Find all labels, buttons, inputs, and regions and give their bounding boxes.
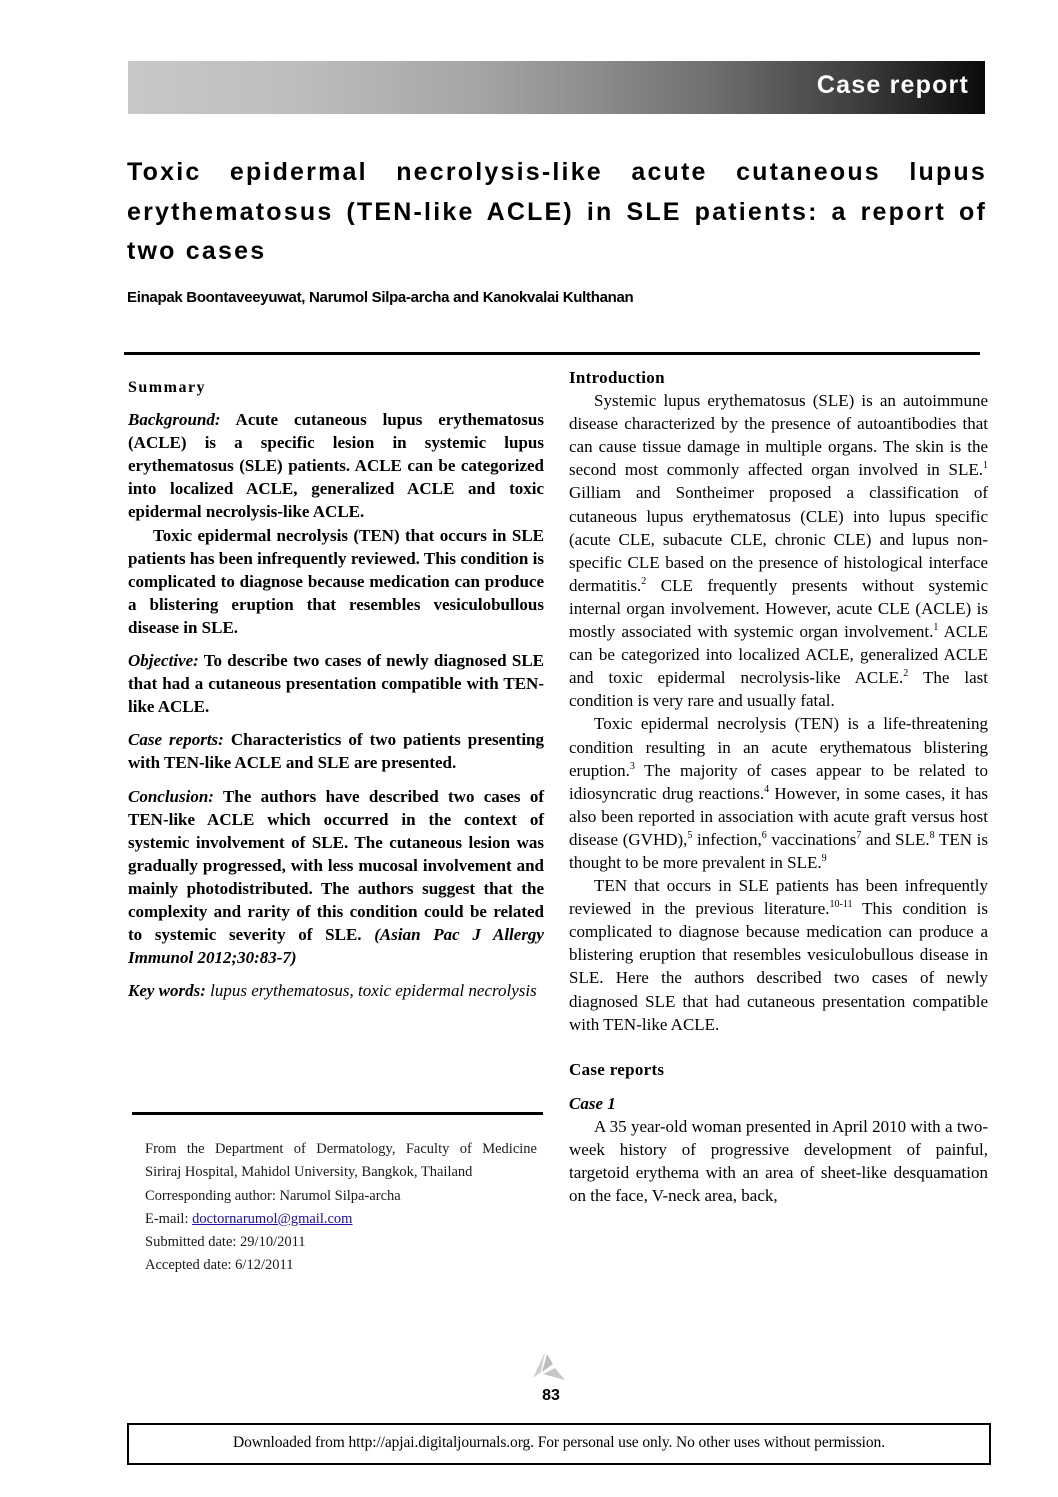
text: infection,	[692, 829, 762, 849]
corresponding-author: Corresponding author: Narumol Silpa-archa	[145, 1187, 401, 1204]
text: This condition is complicated to diagnose because medication can produce a blistering eruption that resembles vesiculobullous disease in SLE. Here the authors described two cases of newly diagnosed SLE that had cutaneous presentation compatible with TEN-like ACLE.	[569, 899, 988, 1034]
body-column	[569, 366, 988, 1207]
text: Gilliam and Sontheimer proposed a classification of cutaneous lupus erythematosus (CLE) into lupus specific (acute CLE, subacute CLE, chronic CLE) and lupus non-specific CLE based on the presence of histological interface dermatitis.	[569, 483, 988, 595]
affiliation-block	[145, 1138, 545, 1278]
download-notice: Downloaded from http://apjai.digitaljournals.org. For personal use only. No other uses without permission.	[233, 1434, 885, 1451]
citation: (Asian Pac J Allergy Immunol 2012;30:83-7)	[128, 925, 544, 968]
download-notice-box	[127, 1423, 991, 1465]
summary-keywords	[128, 979, 544, 1002]
text: ACLE can be categorized into localized ACLE, generalized ACLE and toxic epidermal necrolysis-like ACLE.	[569, 622, 988, 688]
summary-case-reports	[128, 728, 544, 774]
reference: 3	[629, 760, 635, 772]
text: CLE frequently presents without systemic internal organ involvement. However, acute CLE (ACLE) is mostly associated with systemic organ involvement.	[569, 575, 988, 642]
email-line	[145, 1208, 545, 1231]
reference: 9	[821, 852, 827, 864]
journal-logo-icon	[531, 1350, 567, 1382]
keywords-label: Key words:	[128, 981, 206, 1001]
section-banner	[128, 61, 985, 114]
reference: 2	[903, 668, 909, 680]
submitted-date: Submitted date: 29/10/2011	[145, 1234, 306, 1251]
background-label: Background:	[128, 410, 221, 430]
summary-column	[128, 376, 544, 1002]
text: vaccinations	[766, 829, 857, 849]
accepted-date: Accepted date: 6/12/2011	[145, 1257, 294, 1274]
text: and SLE.	[861, 829, 930, 849]
email-label: E-mail:	[145, 1210, 193, 1227]
text: The last condition is very rare and usually fatal.	[569, 668, 988, 711]
objective-label: Objective:	[128, 651, 199, 671]
text: TEN is thought to be more prevalent in SLE.	[569, 829, 988, 872]
text: Toxic epidermal necrolysis (TEN) is a life-threatening condition resulting in an acute erythematous blistering eruption.	[569, 714, 988, 780]
text: TEN that occurs in SLE patients has been infrequently reviewed in the previous literature.	[569, 876, 988, 919]
summary-conclusion	[128, 785, 544, 970]
keywords-text: lupus erythematosus, toxic epidermal necrolysis	[205, 981, 537, 1001]
conclusion-text: The authors have described two cases of TEN-like ACLE which occurred in the context of systemic involvement of SLE. The cutaneous lesion was gradually progressed, with less mucosal involvement and mainly photodistributed. The authors suggest that the complexity and rarity of this condition could be related to systemic severity of SLE.	[128, 786, 544, 945]
affiliation-divider	[132, 1112, 543, 1115]
case-reports-label: Case reports:	[128, 730, 224, 750]
introduction-heading: Introduction	[569, 368, 665, 387]
article-authors: Einapak Boontaveeyuwat, Narumol Silpa-archa and Kanokvalai Kulthanan	[127, 289, 634, 306]
reference: 5	[687, 829, 693, 841]
background-text: Acute cutaneous lupus erythematosus (ACLE) is a specific lesion in systemic lupus erythematosus (SLE) patients. ACLE can be categorized into localized ACLE, generalized ACLE and toxic epidermal necrolysis-like ACLE.	[128, 410, 544, 522]
header-divider	[124, 352, 980, 355]
summary-heading: Summary	[128, 379, 207, 396]
summary-background-2: Toxic epidermal necrolysis (TEN) that occurs in SLE patients has been infrequently reviewed. This condition is complicated to diagnose because medication can produce a blistering eruption that resembles vesiculobullous disease in SLE.	[128, 525, 544, 637]
intro-paragraph-2	[569, 712, 988, 874]
email-link[interactable]: doctornarumol@gmail.com	[192, 1210, 353, 1227]
section-label: Case report	[816, 71, 969, 99]
intro-paragraph-3	[569, 874, 988, 1036]
affiliation-line-2: Siriraj Hospital, Mahidol University, Bangkok, Thailand	[145, 1164, 473, 1181]
text: Systemic lupus erythematosus (SLE) is an autoimmune disease characterized by the presence of autoantibodies that can cause tissue damage in multiple organs. The skin is the second most commonly affected organ involved in SLE.	[569, 391, 988, 480]
summary-objective	[128, 649, 544, 718]
reference: 1	[933, 622, 939, 634]
reference: 1	[983, 460, 988, 472]
case-1-text: A 35 year-old woman presented in April 2010 with a two-week history of progressive development of painful, targetoid erythema with an area of sheet-like desquamation on the face, V-neck area, back,	[569, 1116, 988, 1206]
text: The majority of cases appear to be related to idiosyncratic drug reactions.	[569, 760, 988, 803]
case-1-heading: Case 1	[569, 1093, 616, 1113]
case-reports-heading: Case reports	[569, 1059, 665, 1079]
reference: 10-11	[829, 899, 853, 911]
page-number: 83	[542, 1387, 560, 1404]
summary-background	[128, 408, 544, 523]
reference: 4	[764, 783, 770, 795]
reference: 8	[929, 829, 935, 841]
text: However, in some cases, it has also been reported in association with acute graft versus host disease (GVHD),	[569, 783, 989, 849]
conclusion-label: Conclusion:	[128, 786, 214, 806]
reference: 6	[761, 829, 767, 841]
reference: 7	[856, 829, 862, 841]
intro-paragraph-1	[569, 389, 988, 712]
affiliation-line-1: From the Department of Dermatology, Faculty of Medicine	[145, 1141, 537, 1157]
reference: 2	[641, 575, 647, 587]
case-reports-text: Characteristics of two patients presenting with TEN-like ACLE and SLE are presented.	[128, 730, 544, 773]
objective-text: To describe two cases of newly diagnosed SLE that had a cutaneous presentation compatible with TEN-like ACLE.	[128, 651, 544, 717]
article-title: Toxic epidermal necrolysis-like acute cutaneous lupus erythematosus (TEN-like ACLE) in SLE patients: a report of two cases	[127, 158, 987, 265]
